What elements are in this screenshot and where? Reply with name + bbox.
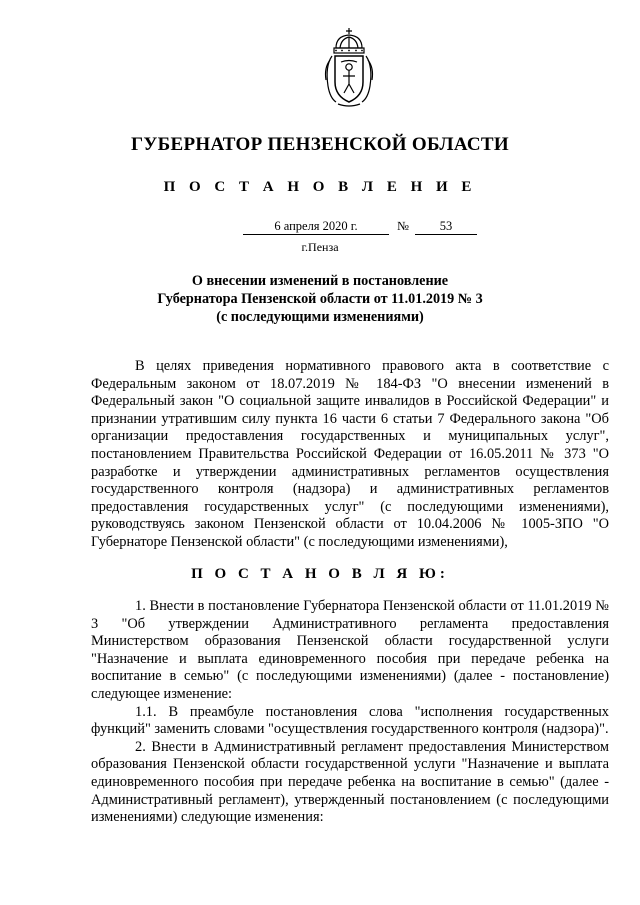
items-block [91, 598, 609, 827]
date-number-line [0, 218, 640, 236]
document-date: 6 апреля 2020 г. [243, 218, 389, 235]
item-1-1-paragraph: 1.1. В преамбуле постановления слова "исполнения государственных функций" заменить словами "осуществления государственного контроля (надзора)". [91, 703, 609, 738]
number-label: № [397, 219, 409, 233]
authority-title: ГУБЕРНАТОР ПЕНЗЕНСКОЙ ОБЛАСТИ [131, 134, 509, 155]
document-number: 53 [415, 218, 477, 235]
item-2-paragraph: 2. Внести в Административный регламент предоставления Министерством образования Пензенской области государственной услуги "Назначение и выплата единовременного пособия при передаче ребенка на воспитание в семью" (далее - Административный регламент), утвержденный постановлением (с последующими изменениями) следующие изменения: [91, 738, 609, 826]
preamble-paragraph: В целях приведения нормативного правового акта в соответствие с Федеральным законом от 18.07.2019 № 184-ФЗ "О внесении изменений в Федеральный закон "О социальной защите инвалидов в Российской Федерации" и признании утратившим силу пункта 16 части 6 статьи 7 Федерального закона "Об организации предоставления государственных и муниципальных услуг", постановлением Правительства Российской Федерации от 16.05.2011 № 373 "О разработке и утверждении административных регламентов осуществления государственного контроля (надзора) и административных регламентов предоставления государственных услуг" (с последующими изменениями), руководствуясь законом Пензенской области от 10.04.2006 № 1005-ЗПО "О Губернаторе Пензенской области" (с последующими изменениями), [91, 358, 609, 550]
item-1-paragraph: 1. Внести в постановление Губернатора Пензенской области от 11.01.2019 № 3 "Об утверждении Административного регламента предоставления Министерством образования Пензенской области государственной услуги "Назначение и выплата единовременного пособия при передаче ребенка на воспитание в семью" (с последующими изменениями) (далее - постановление) следующее изменение: [91, 598, 609, 702]
subject-line-1: О внесении изменений в постановление [191, 273, 449, 289]
decree-heading: П О С Т А Н О В Л Я Ю: [191, 566, 449, 582]
subject-line-3: (с последующими изменениями) [216, 309, 424, 325]
document-subject [0, 272, 640, 326]
coat-of-arms-icon [322, 26, 376, 108]
subject-line-2: Губернатора Пензенской области от 11.01.2019 № 3 [157, 291, 483, 307]
preamble-block [91, 358, 609, 552]
city: г.Пенза [301, 240, 339, 254]
document-type: П О С Т А Н О В Л Е Н И Е [163, 179, 477, 195]
